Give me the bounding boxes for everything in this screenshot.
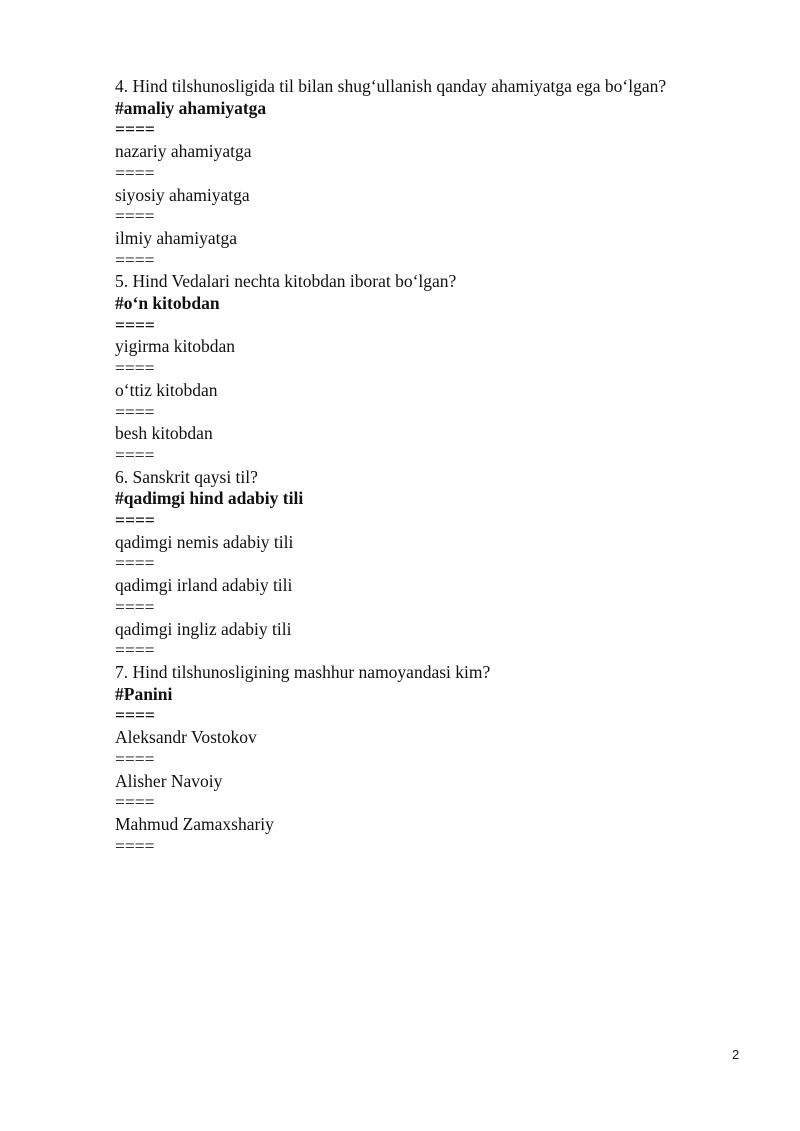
question-text: 7. Hind tilshunosligining mashhur namoyandasi kim? <box>115 661 491 682</box>
question-block <box>115 467 755 662</box>
answer-option: qadimgi ingliz adabiy tili <box>115 618 292 639</box>
correct-answer: #Panini <box>115 683 173 704</box>
separator: ==== <box>115 444 155 465</box>
separator: ==== <box>115 206 155 227</box>
answer-option: siyosiy ahamiyatga <box>115 184 250 205</box>
answer-option: qadimgi nemis adabiy tili <box>115 531 294 552</box>
correct-answer: #amaliy ahamiyatga <box>115 97 267 118</box>
separator: ==== <box>115 835 155 856</box>
answer-option: Mahmud Zamaxshariy <box>115 813 274 834</box>
separator: ==== <box>115 314 155 335</box>
answer-option: ilmiy ahamiyatga <box>115 227 237 248</box>
page-number: 2 <box>732 1047 740 1062</box>
separator: ==== <box>115 553 155 574</box>
question-text: 4. Hind tilshunosligida til bilan shug‘ullanish qanday ahamiyatga ega bo‘lgan? <box>115 76 667 96</box>
question-text: 6. Sanskrit qaysi til? <box>115 466 258 487</box>
answer-option: Alisher Navoiy <box>115 770 223 791</box>
answer-option: besh kitobdan <box>115 423 213 444</box>
separator: ==== <box>115 249 155 270</box>
separator: ==== <box>115 705 155 726</box>
separator: ==== <box>115 401 155 422</box>
separator: ==== <box>115 119 155 140</box>
answer-option: qadimgi irland adabiy tili <box>115 575 293 596</box>
answer-option: nazariy ahamiyatga <box>115 141 252 162</box>
question-text: 5. Hind Vedalari nechta kitobdan iborat bo‘lgan? <box>115 271 457 292</box>
separator: ==== <box>115 748 155 769</box>
separator: ==== <box>115 162 155 183</box>
question-block <box>115 76 755 271</box>
separator: ==== <box>115 358 155 379</box>
separator: ==== <box>115 596 155 617</box>
answer-option: o‘ttiz kitobdan <box>115 379 218 400</box>
quiz-content <box>115 76 755 857</box>
question-block <box>115 662 755 857</box>
answer-option: yigirma kitobdan <box>115 336 236 357</box>
separator: ==== <box>115 792 155 813</box>
separator: ==== <box>115 640 155 661</box>
question-block <box>115 271 755 466</box>
correct-answer: #o‘n kitobdan <box>115 293 220 314</box>
answer-option: Aleksandr Vostokov <box>115 727 257 748</box>
correct-answer: #qadimgi hind adabiy tili <box>115 488 304 509</box>
separator: ==== <box>115 510 155 531</box>
